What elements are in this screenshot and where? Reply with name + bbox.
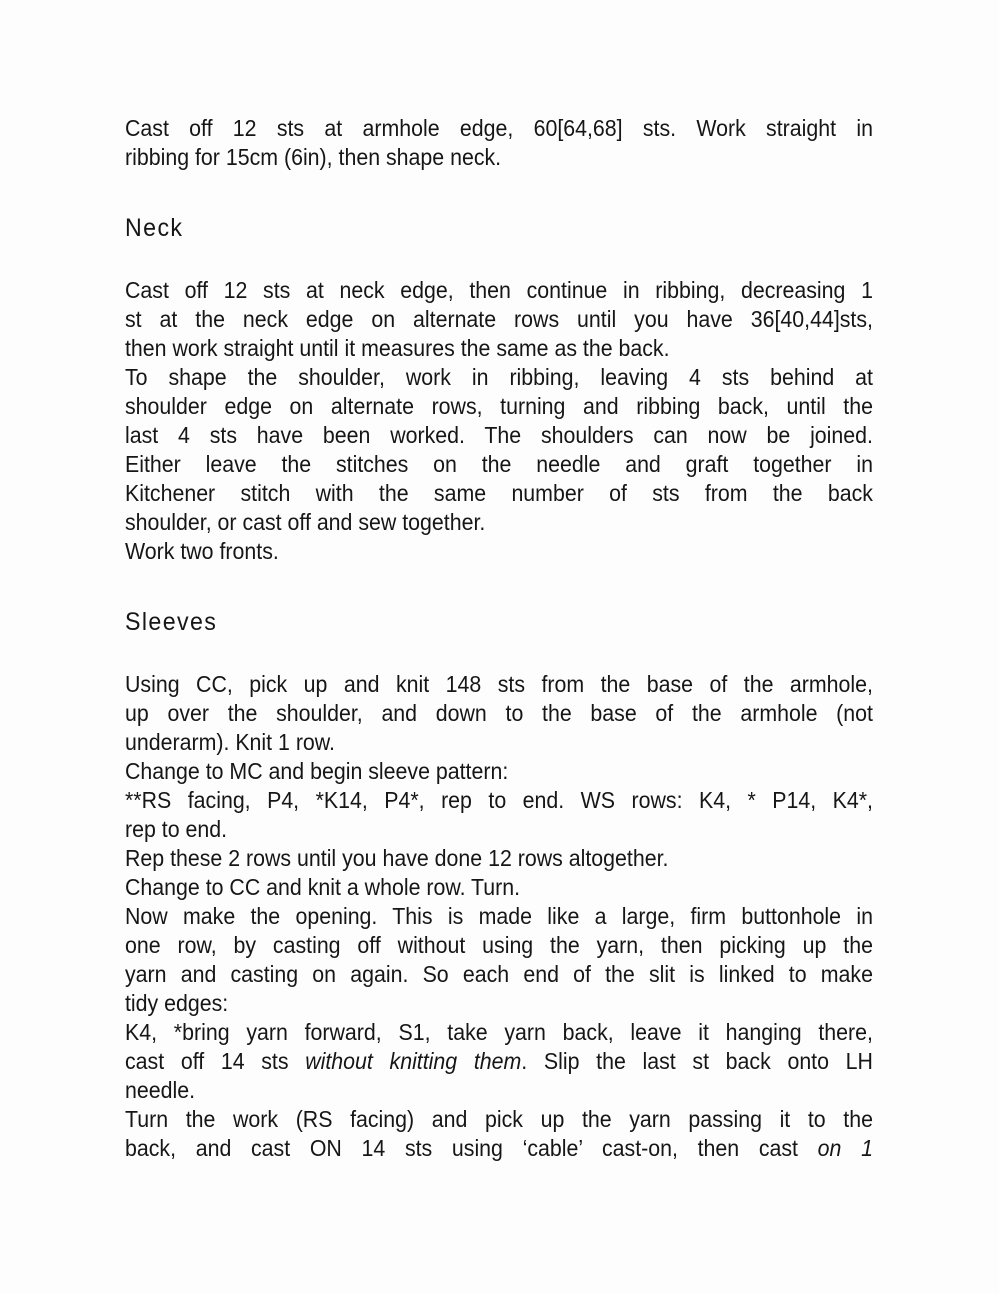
paragraph	[125, 537, 873, 566]
text-run: Change to CC and knit a whole row. Turn.	[125, 874, 521, 900]
text-run: needle.	[125, 1077, 196, 1103]
paragraph	[125, 786, 873, 844]
text-line	[125, 363, 873, 392]
text-run: Now make the opening. This is made like a large, firm buttonhole in	[125, 903, 873, 929]
text-run: **RS facing, P4, *K14, P4*, rep to end. WS rows: K4, * P14, K4*,	[125, 787, 873, 813]
paragraph	[125, 757, 873, 786]
text-line	[125, 479, 873, 508]
text-line	[125, 143, 873, 172]
text-line	[125, 305, 873, 334]
text-run: shoulder edge on alternate rows, turning and ribbing back, until the	[125, 393, 873, 419]
text-run: Rep these 2 rows until you have done 12 rows altogether.	[125, 845, 669, 871]
paragraph	[125, 363, 873, 537]
text-run: then work straight until it measures the same as the back.	[125, 335, 670, 361]
text-line	[125, 334, 873, 363]
text-line	[125, 450, 873, 479]
paragraph	[125, 276, 873, 363]
text-run: Cast off 12 sts at neck edge, then continue in ribbing, decreasing 1	[125, 277, 873, 303]
text-line	[125, 114, 873, 143]
text-line	[125, 757, 873, 786]
text-run: Turn the work (RS facing) and pick up the yarn passing it to the	[125, 1106, 873, 1132]
text-line	[125, 873, 873, 902]
text-line	[125, 276, 873, 305]
italic-run: without knitting them	[305, 1048, 522, 1074]
text-line	[125, 1018, 873, 1047]
document-body	[125, 114, 873, 1163]
text-line	[125, 537, 873, 566]
text-run: yarn and casting on again. So each end of the slit is linked to make	[125, 961, 873, 987]
text-run: shoulder, or cast off and sew together.	[125, 509, 486, 535]
paragraph	[125, 873, 873, 902]
text-run: rep to end.	[125, 816, 228, 842]
text-run: Cast off 12 sts at armhole edge, 60[64,68] sts. Work straight in	[125, 115, 873, 141]
text-line	[125, 786, 873, 815]
text-run: To shape the shoulder, work in ribbing, leaving 4 sts behind at	[125, 364, 873, 390]
text-line	[125, 728, 873, 757]
text-run: Either leave the stitches on the needle and graft together in	[125, 451, 873, 477]
text-line	[125, 844, 873, 873]
paragraph	[125, 670, 873, 757]
paragraph	[125, 844, 873, 873]
text-line	[125, 508, 873, 537]
text-line	[125, 931, 873, 960]
text-run: Work two fronts.	[125, 538, 279, 564]
text-run: tidy edges:	[125, 990, 229, 1016]
text-line	[125, 1105, 873, 1134]
paragraph	[125, 1105, 873, 1163]
text-run: st at the neck edge on alternate rows until you have 36[40,44]sts,	[125, 306, 873, 332]
text-run: K4, *bring yarn forward, S1, take yarn back, leave it hanging there,	[125, 1019, 873, 1045]
text-run: one row, by casting off without using the yarn, then picking up the	[125, 932, 873, 958]
text-run: ribbing for 15cm (6in), then shape neck.	[125, 144, 502, 170]
text-run: . Slip the last st back onto LH	[521, 1048, 873, 1074]
paragraph	[125, 114, 873, 172]
text-line	[125, 815, 873, 844]
text-line	[125, 670, 873, 699]
text-run: underarm). Knit 1 row.	[125, 729, 335, 755]
text-line	[125, 392, 873, 421]
text-line	[125, 960, 873, 989]
paragraph	[125, 1018, 873, 1105]
section-heading: Sleeves	[125, 608, 218, 636]
text-run: last 4 sts have been worked. The shoulders can now be joined.	[125, 422, 873, 448]
text-line	[125, 421, 873, 450]
text-run: cast off 14 sts	[125, 1048, 306, 1074]
text-line	[125, 989, 873, 1018]
text-run: back, and cast ON 14 sts using ‘cable’ cast-on, then cast	[125, 1135, 818, 1161]
text-line	[125, 902, 873, 931]
text-run: Kitchener stitch with the same number of sts from the back	[125, 480, 873, 506]
section-heading: Neck	[125, 214, 184, 242]
text-line	[125, 699, 873, 728]
italic-run: on 1	[817, 1135, 873, 1161]
text-run: Using CC, pick up and knit 148 sts from the base of the armhole,	[125, 671, 873, 697]
text-line	[125, 1134, 873, 1163]
text-run: Change to MC and begin sleeve pattern:	[125, 758, 509, 784]
text-line	[125, 1047, 873, 1076]
text-run: up over the shoulder, and down to the base of the armhole (not	[125, 700, 873, 726]
paragraph	[125, 902, 873, 1018]
text-line	[125, 1076, 873, 1105]
